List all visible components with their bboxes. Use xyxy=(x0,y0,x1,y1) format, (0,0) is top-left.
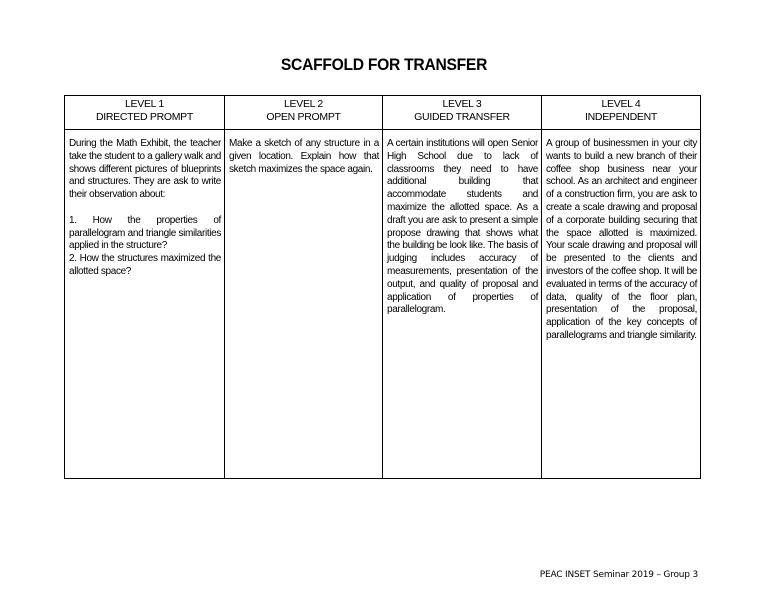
level-2-number: LEVEL 2 xyxy=(284,98,323,110)
level-2-name: OPEN PROMPT xyxy=(266,111,341,123)
level-2-cell xyxy=(225,130,383,479)
level-3-name: GUIDED TRANSFER xyxy=(414,111,510,123)
level-1-header xyxy=(65,96,225,130)
level-4-name: INDEPENDENT xyxy=(585,111,657,123)
level-3-cell xyxy=(383,130,542,479)
level-2-header xyxy=(225,96,383,130)
level-2-prompt: Make a sketch of any structure in a given location. Explain how that sketch maximizes the space again. xyxy=(229,138,379,175)
level-1-question-1: 1. How the properties of parallelogram and triangle similarities applied in the structure? xyxy=(69,214,221,252)
level-1-question-2: 2. How the structures maximized the allotted space? xyxy=(69,253,221,277)
page-footer: PEAC INSET Seminar 2019 – Group 3 xyxy=(539,570,698,580)
level-1-name: DIRECTED PROMPT xyxy=(95,111,193,123)
level-3-header xyxy=(383,96,542,130)
level-1-cell xyxy=(65,130,225,479)
level-3-number: LEVEL 3 xyxy=(442,98,482,110)
table-body-row xyxy=(65,130,701,479)
level-1-number: LEVEL 1 xyxy=(125,98,164,110)
level-4-prompt: A group of businessmen in your city wants to build a new branch of their coffee shop business near your school. As an architect and engineer of a construction firm, you are ask to create a scale drawing and proposal of a corporate building securing that the space allotted is maximized. Your scale drawing and proposal will be presented to the clients and investors of the coffee shop. It will be evaluated in terms of the accuracy of data, quality of the floor plan, presentation of the proposal, application of the key concepts of parallelograms and triangle similarity. xyxy=(546,138,697,341)
level-4-cell xyxy=(542,130,701,479)
level-3-prompt: A certain institutions will open Senior High School due to lack of classrooms they need to have additional building that accommodate students and maximize the allotted space. As a draft you are ask to present a simple propose drawing that shows what the building be look like. The basis of judging includes accuracy of measurements, presentation of the output, and quality of proposal and application of properties of parallelogram. xyxy=(387,138,538,316)
level-4-number: LEVEL 4 xyxy=(601,98,641,110)
scaffold-table xyxy=(64,95,701,479)
page-title: SCAFFOLD FOR TRANSFER xyxy=(280,55,488,74)
table-header-row xyxy=(65,96,701,130)
level-1-prompt: During the Math Exhibit, the teacher take the student to a gallery walk and shows different pictures of blueprints and structures. They are ask to write their observation about: xyxy=(69,138,221,201)
level-4-header xyxy=(542,96,701,130)
